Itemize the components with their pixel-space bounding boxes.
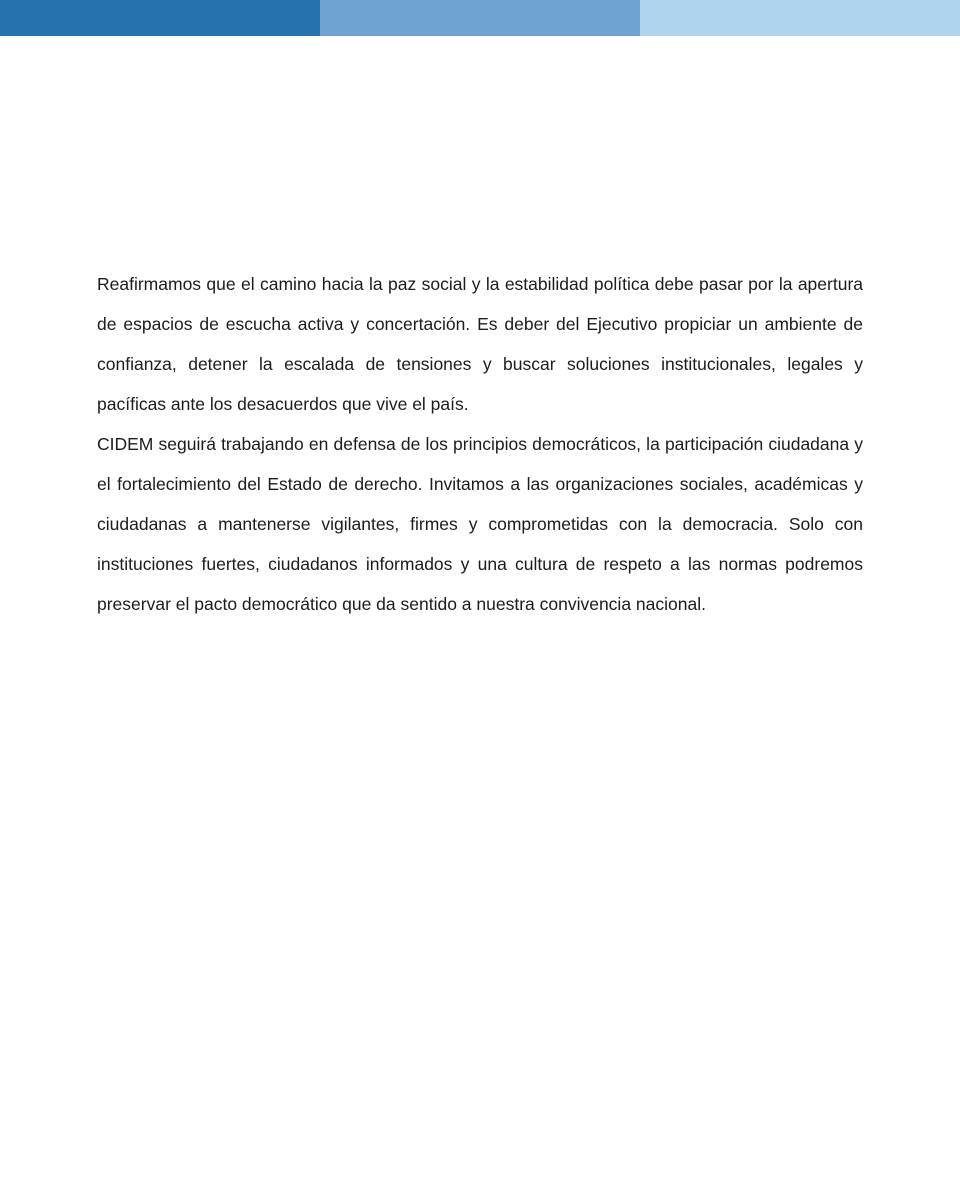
header-band-segment-medium (320, 0, 640, 36)
body-paragraph: Reafirmamos que el camino hacia la paz social y la estabilidad política debe pasar por la apertura de espacios de escucha activa y concertación. Es deber del Ejecutivo propiciar un ambiente de confianza, detener la escalada de tensiones y buscar soluciones institucionales, legales y pacíficas ante los desacuerdos que vive el país. (97, 274, 863, 414)
header-band-segment-light (640, 0, 960, 36)
body-paragraph: CIDEM seguirá trabajando en defensa de los principios democráticos, la participación ciudadana y el fortalecimiento del Estado de derecho. Invitamos a las organizaciones sociales, académicas y ciudadanas a mantenerse vigilantes, firmes y comprometidas con la democracia. Solo con instituciones fuertes, ciudadanos informados y una cultura de respeto a las normas podremos preservar el pacto democrático que da sentido a nuestra convivencia nacional. (97, 434, 863, 614)
header-band-segment-dark (0, 0, 320, 36)
header-color-band (0, 0, 960, 36)
document-body (97, 264, 863, 624)
